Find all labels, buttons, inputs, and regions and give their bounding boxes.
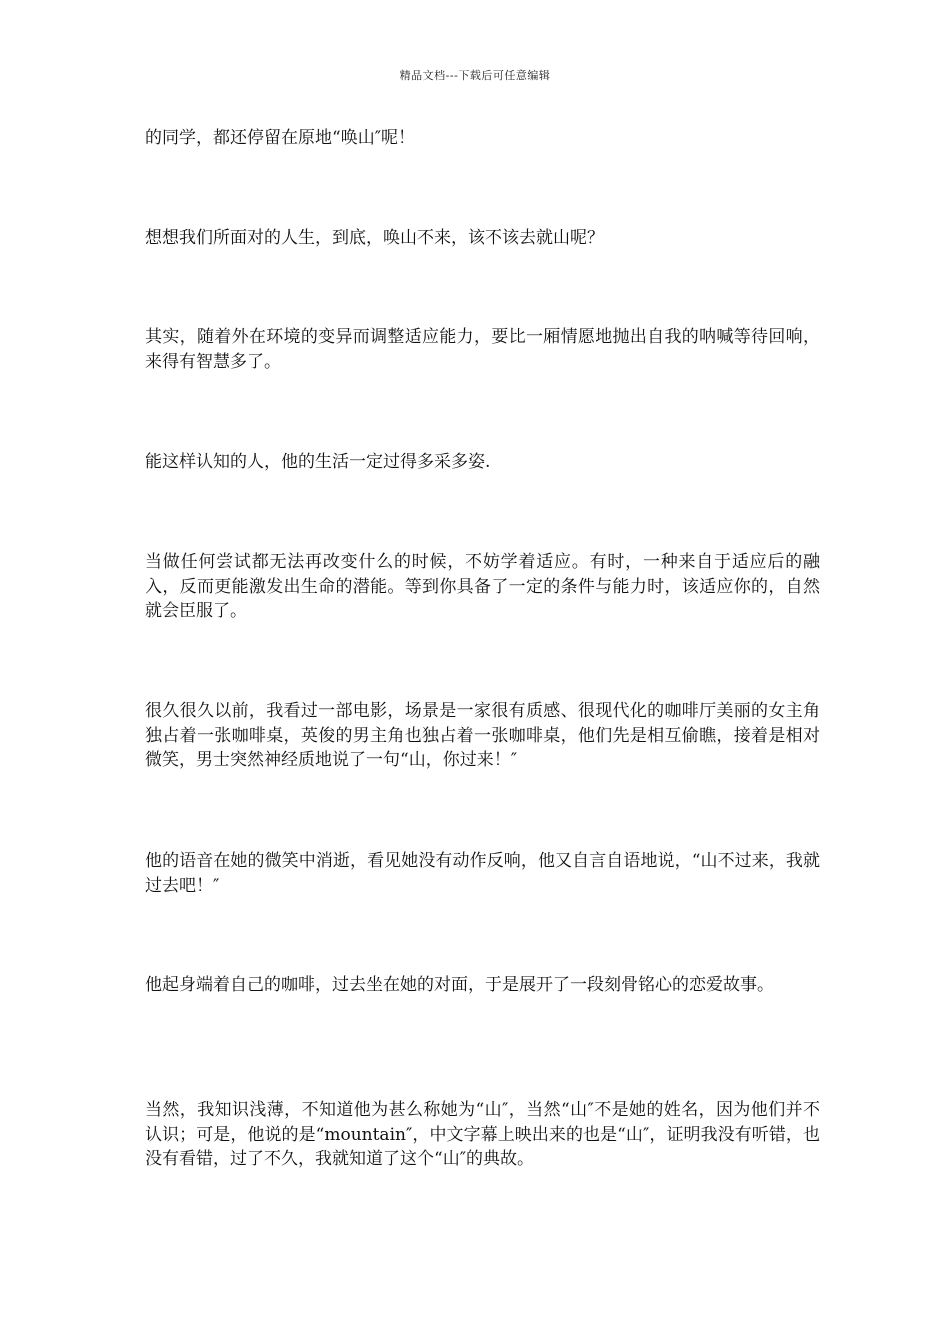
paragraph-5: 当做任何尝试都无法再改变什么的时候，不妨学着适应。有时，一种来自于适应后的融入，反而更能激发出生命的潜能。等到你具备了一定的条件与能力时，该适应你的，自然就会臣服了。: [145, 552, 820, 621]
paragraph-8: 他起身端着自己的咖啡，过去坐在她的对面，于是展开了一段刻骨铭心的恋爱故事。: [145, 975, 774, 995]
paragraph-2: 想想我们所面对的人生，到底，唤山不来，该不该去就山呢？: [145, 228, 604, 248]
paragraph-6: 很久很久以前，我看过一部电影，场景是一家很有质感、很现代化的咖啡厅美丽的女主角独占着一张咖啡桌，英俊的男主角也独占着一张咖啡桌，他们先是相互偷瞧，接着是相对微笑，男士突然神经质地说了一句“山，你过来！″: [145, 701, 820, 770]
paragraph-3: 其实，随着外在环境的变异而调整适应能力，要比一厢情愿地抛出自我的呐喊等待回响，来得有智慧多了。: [145, 327, 820, 372]
paragraph-9: 当然，我知识浅薄，不知道他为甚么称她为“山″，当然“山″不是她的姓名，因为他们并不认识；可是，他说的是“mountain″，中文字幕上映出来的也是“山″，证明我没有听错，也没有看错，过了不久，我就知道了这个“山″的典故。: [145, 1100, 820, 1169]
page-header: 精品文档---下载后可任意编辑: [399, 69, 551, 82]
paragraph-1: 的同学，都还停留在原地“唤山″呢！: [145, 128, 416, 148]
paragraph-7: 他的语音在她的微笑中消逝，看见她没有动作反响，他又自言自语地说，“山不过来，我就过去吧！″: [145, 851, 820, 896]
paragraph-4: 能这样认知的人，他的生活一定过得多采多姿.: [145, 452, 491, 472]
